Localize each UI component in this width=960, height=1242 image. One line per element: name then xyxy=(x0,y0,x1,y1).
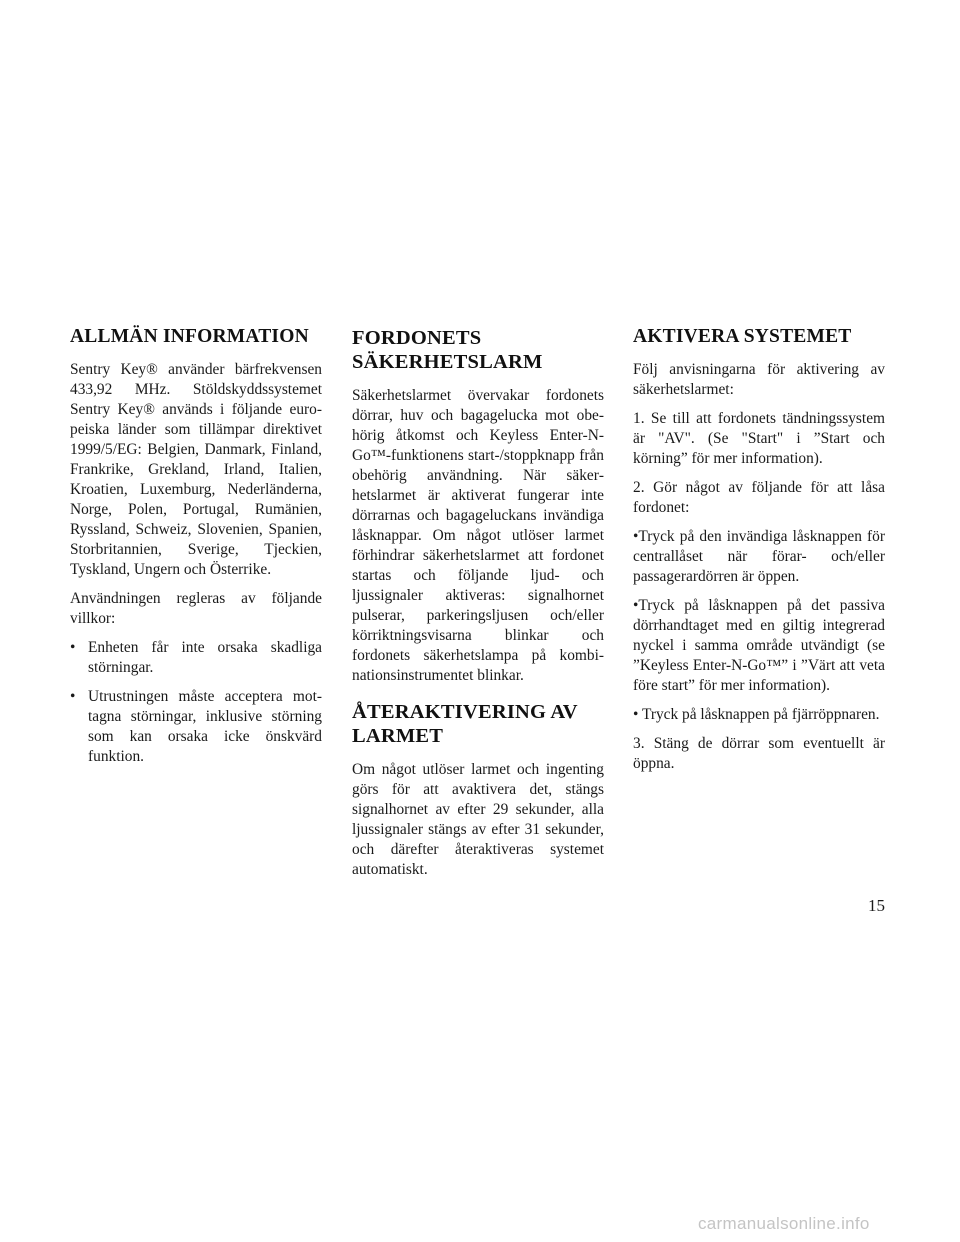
heading-general-information: ALLMÄN INFORMATION xyxy=(70,326,309,347)
option-2: •Tryck på låsknappen på det passiva dörrhandtaget med en giltig integrerad nyckel i samma område utvändigt (se ”Keyless Enter-N-Go™” i ”Värt att veta före start” för mer information). xyxy=(633,597,885,694)
watermark-text: carmanualsonline.info xyxy=(698,1214,870,1233)
list-item: • Utrustningen måste acceptera mottagna störningar, inklusive störning som kan orsaka icke önskvärd funktion. xyxy=(70,687,322,767)
conditions-list xyxy=(70,638,322,767)
column-general-information xyxy=(70,326,322,776)
paragraph-intro: Följ anvisningarna för aktivering av säkerhetslarmet: xyxy=(633,361,885,398)
heading-security-alarm: FORDONETS SÄKERHETSLARM xyxy=(352,327,543,373)
column-activate-system xyxy=(633,326,885,783)
step-1: 1. Se till att fordonets tändningssystem är "AV". (Se "Start" i ”Start och körning” för mer information). xyxy=(633,410,885,467)
paragraph-conditions: Användningen regleras av följande villkor: xyxy=(70,590,322,627)
heading-rearm-alarm: ÅTERAKTIVERING AV LARMET xyxy=(352,701,578,747)
heading-activate-system: AKTIVERA SYSTEMET xyxy=(633,326,852,347)
column-security-alarm xyxy=(352,326,604,889)
paragraph-security-alarm: Säkerhetslarmet övervakar fordonets dörrar, huv och bagagelucka mot obehörig åtkomst och Keyless Enter-N-Go™-funktionens start-/stoppknapp från obehörig användning. När säkerhetslarmet är aktiverat fungerar inte dörrarnas och bagageluckans invändiga låsknappar. Om något utlöser larmet förhindrar säkerhetslarmet att fordonet startas och följande ljud- och ljussignaler aktiveras: signalhornet pulserar, parkeringsljusen och/eller körriktningsvisarna blinkar och fordonets säkerhetslampa på kombinationsinstrumentet blinkar. xyxy=(352,387,604,684)
list-item: • Enheten får inte orsaka skadliga störningar. xyxy=(70,638,322,678)
step-3: 3. Stäng de dörrar som eventuellt är öppna. xyxy=(633,735,885,772)
step-2: 2. Gör något av följande för att låsa fordonet: xyxy=(633,479,885,516)
paragraph-frequency-info: Sentry Key® använder bärfrekvensen 433,92 MHz. Stöldskyddssystemet Sentry Key® används i följande europeiska länder som tillämpar direktivet 1999/5/EG: Belgien, Danmark, Finland, Frankrike, Grekland, Irland, Italien, Kroatien, Luxemburg, Nederländerna, Norge, Polen, Portugal, Rumänien, Ryssland, Schweiz, Slovenien, Spanien, Storbritannien, Sverige, Tjeckien, Tyskland, Ungern och Österrike. xyxy=(70,361,322,578)
option-3: • Tryck på låsknappen på fjärröppnaren. xyxy=(633,706,880,723)
paragraph-rearm-alarm: Om något utlöser larmet och ingenting görs för att avaktivera det, stängs signalhornet av efter 29 sekunder, alla ljussignaler stängs av efter 31 sekunder, och därefter återaktiveras systemet automatiskt. xyxy=(352,761,604,878)
option-1: •Tryck på den invändiga låsknappen för centrallåset när förar- och/eller passagerardörren är öppen. xyxy=(633,528,885,585)
page-number: 15 xyxy=(868,896,885,915)
